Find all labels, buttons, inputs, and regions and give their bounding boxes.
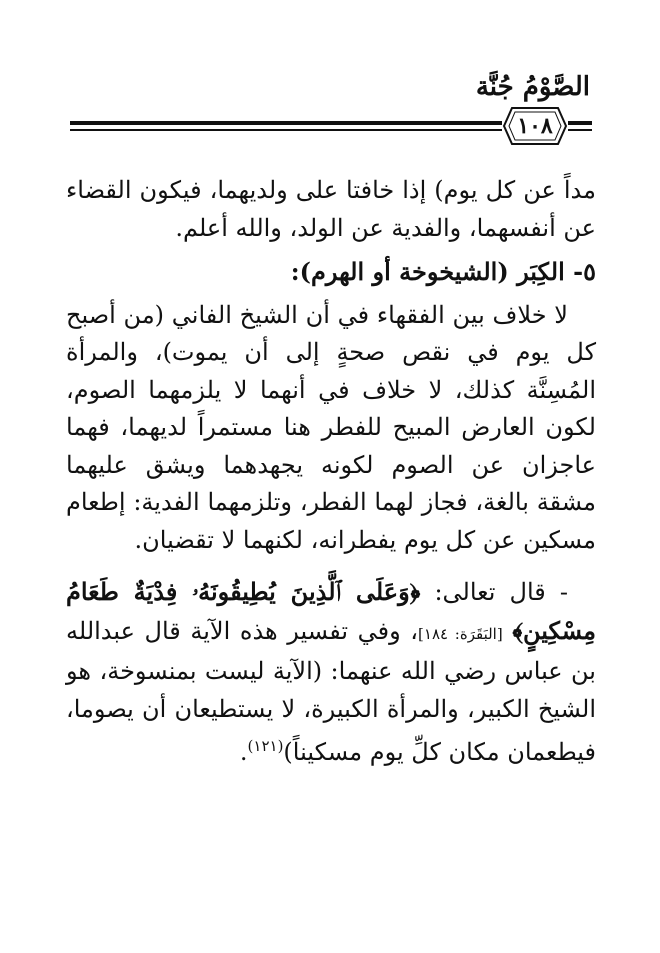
paragraph-2: لا خلاف بين الفقهاء في أن الشيخ الفاني (من أصبح كل يوم في نقص صحةٍ إلى أن يموت)، والمرأة المُسِنَّة كذلك، لا خلاف في أنهما لا يلزمهما الصوم، لكون العارض المبيح للفطر هنا مستمراً لديهما، فهما عاجزان عن الصوم لكونه يجهدهما ويشق عليهما مشقة بالغة، فجاز لهما الفطر، وتلزمهما الفدية: إطعام مسكين عن كل يوم يفطرانه، لكنهما لا تقضيان. [66,300,596,554]
running-title: الصَّوْمُ جُنَّة [475,72,590,102]
paragraph-end: . [239,738,248,766]
header-rule-thin [70,129,502,131]
paragraph-3 [66,573,596,772]
surah-reference: [البَقَرَة: ١٨٤] [418,624,503,643]
header-rule-thick [70,121,502,125]
page-number-frame [502,106,568,146]
body-text [66,172,596,772]
quote-lead: - قال تعالى: [420,578,568,606]
quran-verse: ﴿وَعَلَى ٱلَّذِينَ يُطِيقُونَهُۥ فِدْيَةٌ طَعَامُ مِسْكِينٍ﴾ [66,577,596,645]
page-number: ١٠٨ [517,113,553,139]
header-rule-right-thin [568,129,592,131]
tafsir-text: ، وفي تفسير هذه الآية قال عبدالله بن عباس رضي الله عنهما: (الآية ليست بمنسوخة، هو الشيخ الكبير، والمرأة الكبيرة، لا يستطيعان أن يصوما، فيطعمان مكان كلِّ يوم مسكيناً) [66,616,596,766]
footnote-marker: (١٢١) [247,737,284,755]
header-rule-right-thick [568,121,592,125]
section-heading: ٥- الكِبَر (الشيخوخة أو الهرم): [290,257,596,286]
paragraph-1: مداً عن كل يوم) إذا خافتا على ولديهما، فيكون القضاء عن أنفسهما، والفدية عن الولد، والله أعلم. [66,176,596,242]
